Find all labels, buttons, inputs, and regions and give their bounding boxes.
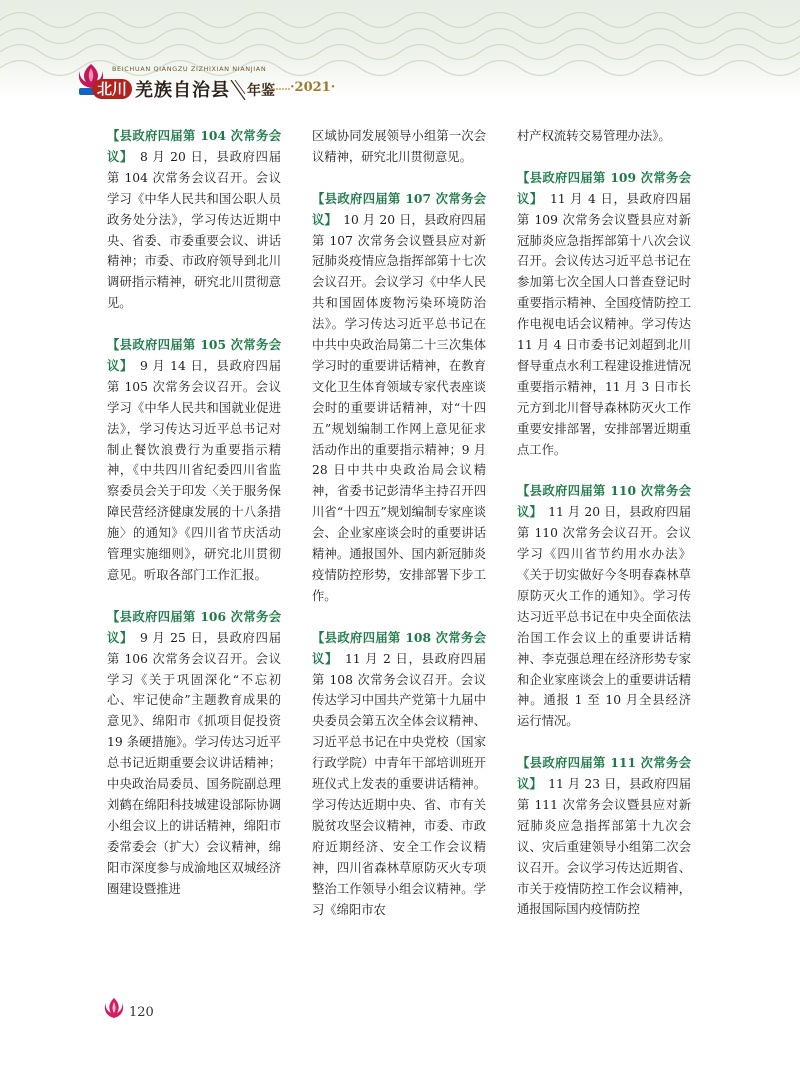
meeting-body: 8 月 20 日，县政府四届第 104 次常务会议召开。会议学习《中华人民共和国公职人员政务处分法》，学习传达近期中央、省委、市委重要会议、讲话精神；市委、市政府领导到北川调研指示精神，研究北川贯彻意见。 [107,149,281,311]
meeting-heading: 【县政府四届第 106 次常务会议】 [107,608,281,645]
meeting-item [517,753,691,920]
footer-flower-icon [100,996,128,1022]
header-pinyin: BEICHUAN QIANGZU ZIZHIXIAN NIANJIAN [112,65,267,73]
meeting-item [107,126,281,314]
meeting-item [107,607,281,900]
meeting-body: 11 月 4 日，县政府四届第 109 次常务会议暨县应对新冠肺炎应急指挥部第十八次会议召开。会议传达习近平总书记在参加第七次全国人口普查登记时重要指示精神、全国疫情防控工作电视电话会议精神。学习传达 11 月 4 日市委书记刘超到北川督导重点水利工程建设推进情况重要指示精神，11 月 3 日市长元方到北川督导森林防灭火工作重要安排部署，安排部署近期重点工作。 [517,191,691,457]
county-name: 羌族自治县 [135,80,231,101]
text-column-2 [312,126,486,941]
meeting-heading: 【县政府四届第 110 次常务会议】 [517,483,691,520]
meeting-heading: 【县政府四届第 104 次常务会议】 [107,128,281,164]
meeting-body: 10 月 20 日，县政府四届第 107 次常务会议暨县应对新冠肺炎疫情应急指挥部第十七次会议召开。会议学习《中华人民共和国固体废物污染环境防治法》。学习传达习近平总书记在中共中央政治局第二十三次集体学习时的重要讲话精神，在教育文化卫生体育领域专家代表座谈会时的重要讲话精神，对“十四五”规划编制工作网上意见征求活动作出的重要指示精神；9 月 28 日中共中央政治局会议精神，省委书记彭清华主持召开四川省“十四五”规划编制专家座谈会、企业家座谈会时的重要讲话精神。通报国外、国内新冠肺炎疫情防控形势，安排部署下步工作。 [312,212,486,603]
meeting-item [107,335,281,586]
meeting-body: 11 月 23 日，县政府四届第 111 次常务会议暨县应对新冠肺炎应急指挥部第十九次会议、灾后重建领导小组第二次会议召开。会议学习传达近期省、市关于疫情防控工作会议精神，通报国际国内疫情防控 [517,777,691,917]
meeting-item-continued [312,126,486,168]
meeting-heading: 【县政府四届第 108 次常务会议】 [312,629,486,666]
header-divider-icon [229,80,247,100]
meeting-body-part: 村产权流转交易管理办法》。 [517,129,671,143]
meeting-body: 11 月 20 日，县政府四届第 110 次常务会议召开。会议学习《四川省节约用水办法》《关于切实做好今冬明春森林草原防灭火工作的通知》。学习传达习近平总书记在中央全面依法治国工作会议上的重要讲话精神、李克强总理在经济形势专家和企业家座谈会上的重要讲话精神。通报 1 至 10 月全县经济运行情况。 [517,505,691,729]
text-column-3 [517,126,691,941]
meeting-item-continued [517,126,691,147]
text-column-1 [107,126,281,920]
meeting-body-part: 9 月 25 日，县政府四届第 106 次常务会议召开。会议学习《关于巩固深化“不忘初心、牢记使命”主题教育成果的意见》、绵阳市《抓项目促投资 19 条硬措施》。学习传达习近平总书记近期重要会议讲话精神；中央政治局委员、国务院副总理刘鹤在绵阳科技城建设部际协调小组会议上的讲话精神，绵阳市委常委会（扩大）会议精神，绵阳市深度参与成渝地区双城经济圈建设暨推进 [107,630,281,896]
meeting-heading: 【县政府四届第 111 次常务会议】 [517,755,691,792]
yearbook-label: 年鉴 [247,83,275,99]
meeting-heading: 【县政府四届第 105 次常务会议】 [107,337,281,373]
meeting-heading: 【县政府四届第 107 次常务会议】 [312,190,486,227]
page-number: 120 [129,1005,154,1020]
meeting-item [312,189,486,607]
year-ornament-icon [270,86,292,92]
meeting-item [312,628,486,921]
meeting-item [517,481,691,732]
header-year: ·2021· [290,80,336,95]
meeting-item [517,168,691,461]
meeting-body-part: 区域协同发展领导小组第一次会议精神，研究北川贯彻意见。 [312,129,486,164]
meeting-heading: 【县政府四届第 109 次常务会议】 [517,169,691,206]
meeting-body-part: 11 月 2 日，县政府四届第 108 次常务会议召开。会议传达学习中国共产党第十九届中央委员会第五次全体会议精神、习近平总书记在中央党校（国家行政学院）中青年干部培训班开班仪式上发表的重要讲话精神。学习传达近期中央、省、市有关脱贫攻坚会议精神，市委、市政府近期经济、安全工作会议精神，四川省森林草原防灭火专项整治工作领导小组会议精神。学习《绵阳市农 [312,651,486,917]
meeting-body: 9 月 14 日，县政府四届第 105 次常务会议召开。会议学习《中华人民共和国就业促进法》，学习传达习近平总书记对制止餐饮浪费行为重要指示精神，《中共四川省纪委四川省监察委员会关于印发〈关于服务保障民营经济健康发展的十八条措施〉的通知》《四川省节庆活动管理实施细则》，研究北川贯彻意见。听取各部门工作汇报。 [107,358,281,583]
county-badge: 北川 [92,79,132,99]
header-county-title [92,76,230,102]
